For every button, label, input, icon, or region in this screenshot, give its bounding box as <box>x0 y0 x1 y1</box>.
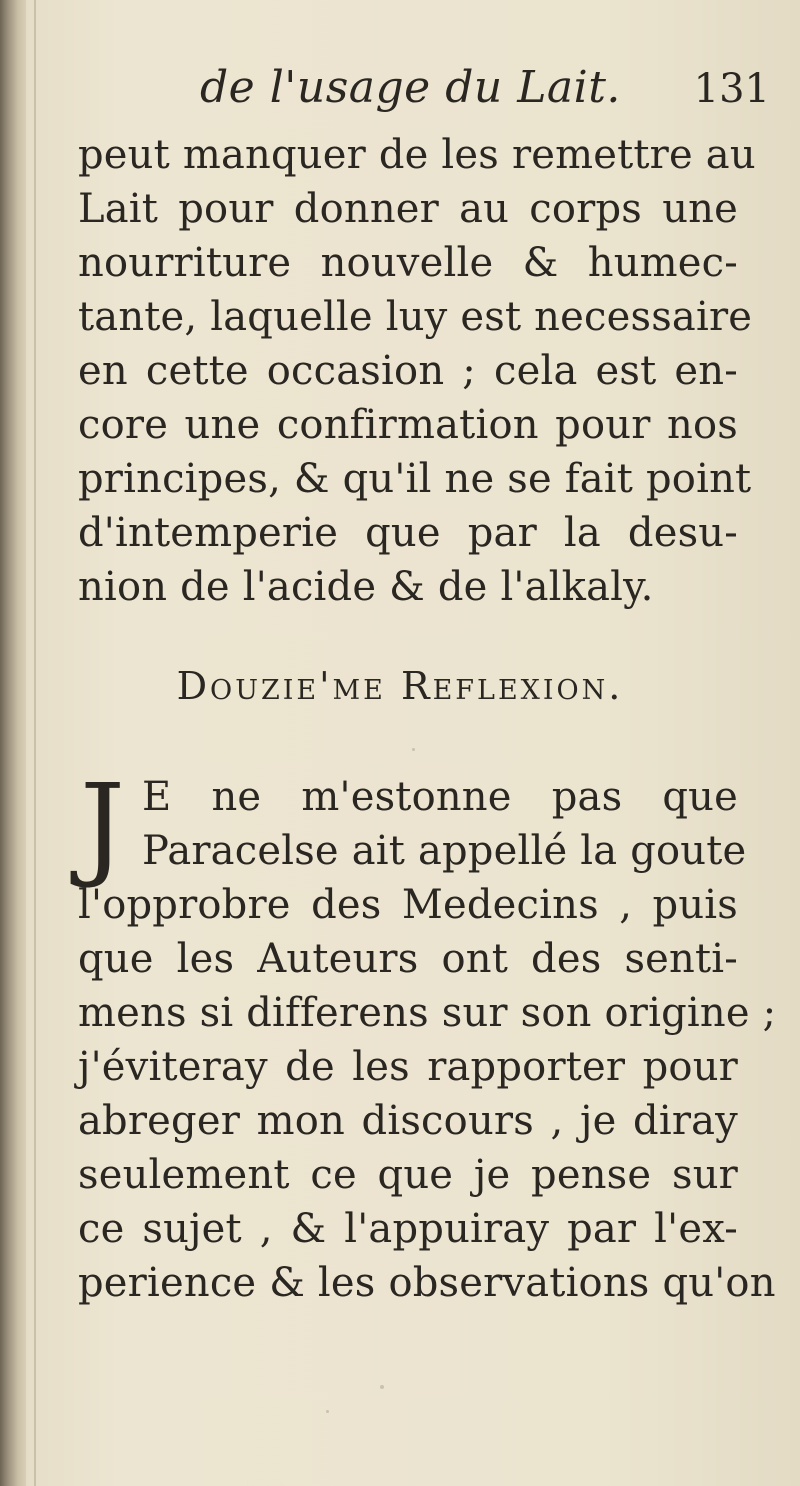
text-line: nion de l'acide & de l'alkaly. <box>78 564 654 610</box>
paper-speck <box>412 748 415 751</box>
section-heading: Douzie'me Reflexion. <box>176 664 624 708</box>
page-header <box>80 62 770 122</box>
text-line: Paracelse ait appellé la goute <box>142 828 747 874</box>
drop-cap: J <box>80 761 125 891</box>
paragraph-2 <box>78 761 777 1310</box>
text-line: d'intemperie que par la desu- <box>78 510 738 556</box>
text-line: seulement ce que je pense sur <box>78 1152 738 1198</box>
text-line: peut manquer de les remettre au <box>78 132 756 178</box>
text-line: tante, laquelle luy est necessaire <box>78 294 753 340</box>
paper-speck <box>326 1410 329 1413</box>
text-line: principes, & qu'il ne se fait point <box>78 456 752 502</box>
text-line: que les Auteurs ont des senti- <box>78 936 738 982</box>
paper-speck <box>380 1385 384 1389</box>
text-line: en cette occasion ; cela est en- <box>78 348 738 394</box>
text-line: l'opprobre des Medecins , puis <box>78 882 738 928</box>
text-line: perience & les observations qu'on <box>78 1260 776 1306</box>
text-line: nourriture nouvelle & humec- <box>78 240 738 286</box>
page-number: 131 <box>693 66 770 112</box>
text-line: ce sujet , & l'appuiray par l'ex- <box>78 1206 738 1252</box>
text-line: mens si differens sur son origine ; <box>78 990 777 1036</box>
gutter-line <box>34 0 36 1486</box>
running-title: de l'usage du Lait. <box>200 62 621 113</box>
text-line: Lait pour donner au corps une <box>78 186 738 232</box>
text-line: j'éviteray de les rapporter pour <box>78 1044 738 1090</box>
text-line: core une confirmation pour nos <box>78 402 738 448</box>
text-line: abreger mon discours , je diray <box>78 1098 738 1144</box>
paragraph-1 <box>78 128 756 614</box>
text-line: E ne m'estonne pas que <box>142 774 738 820</box>
book-spine <box>0 0 26 1486</box>
